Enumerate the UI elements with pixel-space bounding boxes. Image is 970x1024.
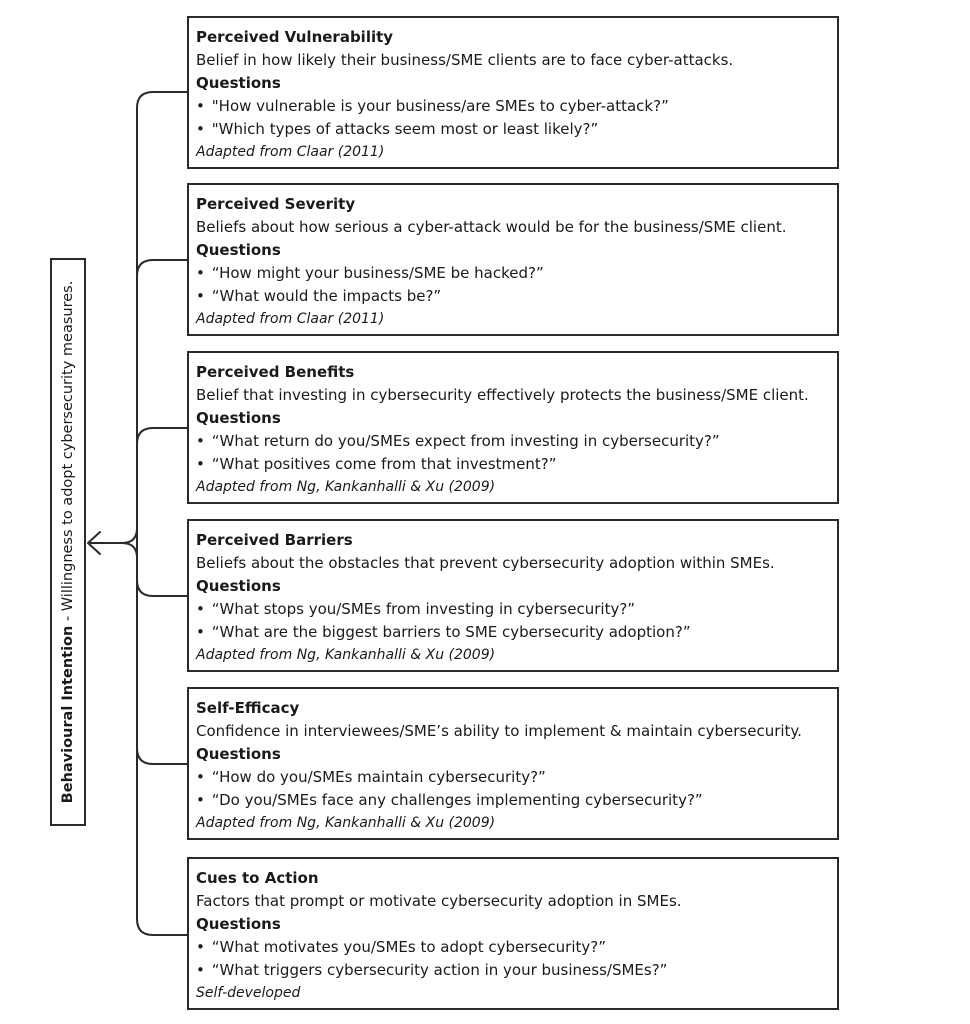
question-text: “What return do you/SMEs expect from investing in cybersecurity?” (207, 432, 720, 450)
question-item (196, 95, 831, 118)
construct-source: Adapted from Claar (2011) (196, 144, 385, 160)
arrow-spine-join (122, 543, 137, 558)
construct-box-perceived-vulnerability (187, 16, 839, 169)
question-text: “How might your business/SME be hacked?” (207, 264, 544, 282)
question-item (196, 936, 831, 959)
behavioural-intention-box (50, 258, 86, 826)
construct-title: Perceived Barriers (196, 531, 353, 549)
question-item (196, 621, 831, 644)
questions-heading: Questions (196, 577, 281, 595)
question-item (196, 959, 831, 982)
question-text: “What are the biggest barriers to SME cybersecurity adoption?” (207, 623, 691, 641)
construct-title: Self-Efficacy (196, 699, 300, 717)
question-item (196, 766, 831, 789)
branch-cues-to-action (137, 919, 187, 935)
bullet-icon: • (196, 791, 205, 809)
construct-description: Confidence in interviewees/SME’s ability to implement & maintain cybersecurity. (196, 722, 802, 740)
branch-perceived-severity (137, 260, 187, 276)
bullet-icon: • (196, 97, 205, 115)
questions-heading: Questions (196, 74, 281, 92)
branch-perceived-vulnerability (137, 92, 187, 108)
question-text: “What would the impacts be?” (207, 287, 442, 305)
construct-description: Factors that prompt or motivate cybersecurity adoption in SMEs. (196, 892, 682, 910)
construct-box-perceived-barriers (187, 519, 839, 672)
construct-source: Adapted from Ng, Kankanhalli & Xu (2009) (196, 479, 496, 495)
bullet-icon: • (196, 432, 205, 450)
question-text: “What positives come from that investment?” (207, 455, 557, 473)
branch-self-efficacy (137, 748, 187, 764)
behavioural-intention-label (61, 281, 76, 804)
behavioural-intention-separator: - (59, 611, 76, 626)
bullet-icon: • (196, 768, 205, 786)
question-text: “What motivates you/SMEs to adopt cybersecurity?” (207, 938, 607, 956)
bullet-icon: • (196, 938, 205, 956)
behavioural-intention-title: Behavioural Intention (59, 625, 76, 804)
questions-heading: Questions (196, 241, 281, 259)
question-item (196, 285, 831, 308)
bullet-icon: • (196, 600, 205, 618)
construct-title: Perceived Severity (196, 195, 356, 213)
question-item (196, 262, 831, 285)
construct-source: Adapted from Ng, Kankanhalli & Xu (2009) (196, 647, 496, 663)
behavioural-intention-description: Willingness to adopt cybersecurity measures. (59, 280, 76, 612)
question-text: “What stops you/SMEs from investing in cybersecurity?” (207, 600, 636, 618)
construct-source: Adapted from Claar (2011) (196, 311, 385, 327)
question-text: “Do you/SMEs face any challenges implementing cybersecurity?” (207, 791, 703, 809)
question-item (196, 118, 831, 141)
construct-box-self-efficacy (187, 687, 839, 840)
question-item (196, 430, 831, 453)
construct-source: Self-developed (196, 985, 301, 1001)
construct-title: Cues to Action (196, 869, 319, 887)
question-text: “How do you/SMEs maintain cybersecurity?” (207, 768, 546, 786)
construct-description: Belief that investing in cybersecurity effectively protects the business/SME client. (196, 386, 809, 404)
construct-box-perceived-benefits (187, 351, 839, 504)
question-text: "Which types of attacks seem most or least likely?” (207, 120, 599, 138)
construct-box-cues-to-action (187, 857, 839, 1010)
bullet-icon: • (196, 264, 205, 282)
construct-box-perceived-severity (187, 183, 839, 336)
question-text: “What triggers cybersecurity action in your business/SMEs?” (207, 961, 668, 979)
construct-description: Belief in how likely their business/SME clients are to face cyber-attacks. (196, 51, 734, 69)
construct-title: Perceived Vulnerability (196, 28, 394, 46)
bullet-icon: • (196, 623, 205, 641)
question-item (196, 789, 831, 812)
construct-title: Perceived Benefits (196, 363, 355, 381)
questions-heading: Questions (196, 409, 281, 427)
question-item (196, 598, 831, 621)
branch-perceived-benefits (137, 428, 187, 444)
bullet-icon: • (196, 455, 205, 473)
questions-heading: Questions (196, 915, 281, 933)
question-item (196, 453, 831, 476)
bullet-icon: • (196, 287, 205, 305)
construct-source: Adapted from Ng, Kankanhalli & Xu (2009) (196, 815, 496, 831)
branch-perceived-barriers (137, 580, 187, 596)
bullet-icon: • (196, 120, 205, 138)
construct-description: Beliefs about how serious a cyber-attack would be for the business/SME client. (196, 218, 787, 236)
question-text: "How vulnerable is your business/are SMEs to cyber-attack?” (207, 97, 669, 115)
questions-heading: Questions (196, 745, 281, 763)
bullet-icon: • (196, 961, 205, 979)
construct-description: Beliefs about the obstacles that prevent cybersecurity adoption within SMEs. (196, 554, 775, 572)
